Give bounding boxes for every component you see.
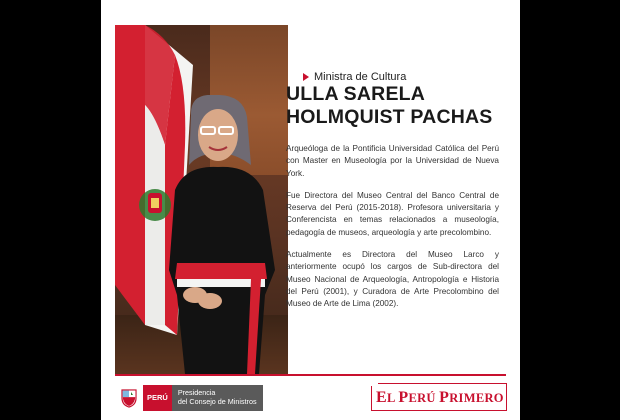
- role-heading: [303, 71, 406, 83]
- pcm-line-1: Presidencia: [177, 388, 216, 397]
- bio-paragraph-2: Fue Directora del Museo Central del Banco Central de Reserva del Perú (2015-2018). Profesora universitaria y Conferencista en temas relacionados a museología, pedagogía de museos, arqueología y arte precolombino.: [286, 190, 499, 237]
- bio-paragraph-1: Arqueóloga de la Pontificia Universidad Católica del Perú con Master en Museología por la Universidad de Nueva York.: [286, 144, 499, 178]
- pcm-line-2: del Consejo de Ministros: [177, 396, 257, 406]
- minister-name: [286, 83, 506, 129]
- logo-corner-mark: [371, 380, 378, 386]
- name-line-2: HOLMQUIST PACHAS: [286, 106, 493, 128]
- pcm-logo: [119, 385, 263, 411]
- slogan-part-2: L: [386, 391, 399, 405]
- peru-label: PERÚ: [143, 385, 172, 411]
- profile-card: [101, 0, 520, 420]
- slogan-part-5: P: [439, 389, 450, 406]
- el-peru-primero-logo: [371, 383, 507, 411]
- portrait-photo: [115, 25, 288, 374]
- slogan-part-3: P: [398, 389, 409, 406]
- slogan-text: [376, 389, 504, 407]
- name-line-1: ULLA SARELA: [286, 83, 426, 105]
- bio-paragraph-3: Actualmente es Directora del Museo Larco y anteriormente ocupó los cargos de Sub-directora del Museo Nacional de Arqueología, Antropología e Historia del Perú (2001), y Curadora de Arte Precolombino del Museo de Arte de Lima (2002).: [286, 250, 499, 309]
- role-label: Ministra de Cultura: [314, 71, 407, 83]
- coat-of-arms-icon: [119, 388, 139, 408]
- triangle-bullet-icon: [303, 73, 309, 81]
- minister-portrait: [155, 95, 288, 374]
- slogan-part-1: E: [376, 389, 387, 406]
- slogan-part-4: ERÚ: [408, 391, 440, 405]
- slogan-part-6: RIMERO: [449, 391, 504, 405]
- footer-divider: [115, 374, 506, 376]
- pcm-label: [172, 385, 263, 411]
- biography: [286, 143, 499, 321]
